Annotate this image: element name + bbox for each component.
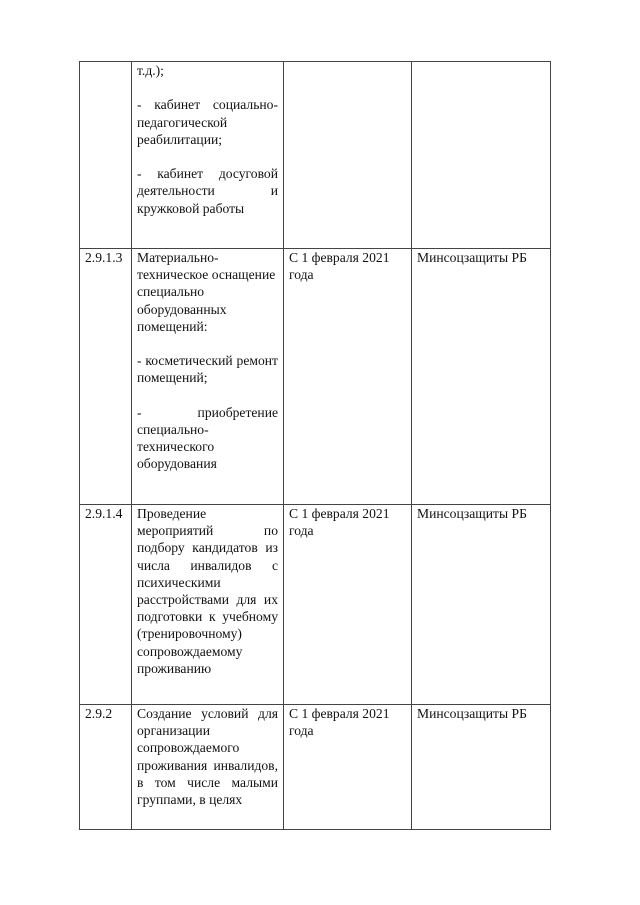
item-responsible-cell: [412, 62, 551, 249]
item-deadline-cell: [284, 62, 412, 249]
table-row: [80, 62, 551, 249]
table-row: [80, 705, 551, 830]
description-paragraph: Материально-техническое оснащение специально оборудованных помещений:: [137, 250, 276, 334]
description-paragraph: - кабинет социально-педагогической реабилитации;: [137, 97, 278, 147]
item-number-cell: 2.9.2: [80, 705, 132, 830]
item-responsible-cell: Минсоцзащиты РБ: [412, 705, 551, 830]
description-paragraph: - косметический ремонт помещений;: [137, 353, 278, 386]
item-responsible-cell: Минсоцзащиты РБ: [412, 505, 551, 705]
description-paragraph: - приобретение специально-технического оборудования: [137, 404, 278, 472]
description-paragraph: Создание условий для организации сопровождаемого проживания инвалидов, в том числе малыми группами, в целях: [137, 706, 278, 808]
item-description-cell: [132, 249, 284, 505]
item-deadline-cell: С 1 февраля 2021 года: [284, 705, 412, 830]
table-row: [80, 249, 551, 505]
item-responsible-cell: Минсоцзащиты РБ: [412, 249, 551, 505]
item-number-cell: 2.9.1.3: [80, 249, 132, 505]
item-deadline-cell: С 1 февраля 2021 года: [284, 505, 412, 705]
item-deadline-cell: С 1 февраля 2021 года: [284, 249, 412, 505]
item-description-cell: [132, 62, 284, 249]
item-number-cell: 2.9.1.4: [80, 505, 132, 705]
item-description-cell: [132, 505, 284, 705]
item-number-cell: [80, 62, 132, 249]
description-paragraph: Проведение мероприятий по подбору кандидатов из числа инвалидов с психическими расстройствами для их подготовки к учебному (тренировочному) сопровождаемому проживанию: [137, 506, 278, 676]
item-description-cell: [132, 705, 284, 830]
description-paragraph: - кабинет досуговой деятельности и кружковой работы: [137, 166, 278, 216]
table-row: [80, 505, 551, 705]
description-paragraph: т.д.);: [137, 63, 164, 78]
measures-table: [79, 61, 551, 830]
